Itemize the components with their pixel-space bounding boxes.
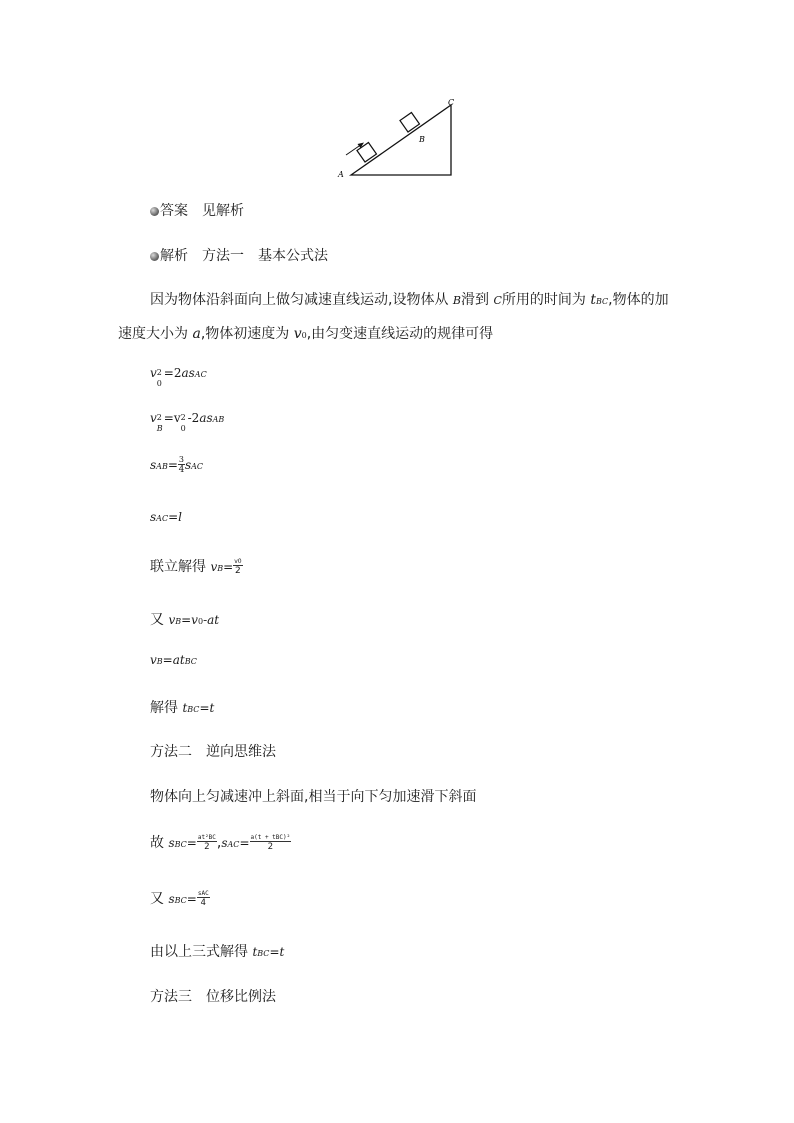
method2-text: 物体向上匀减速冲上斜面,相当于向下匀加速滑下斜面 bbox=[150, 789, 477, 805]
answer-text: 见解析 bbox=[202, 203, 244, 219]
equation-1: v 2 0 =2asAC bbox=[150, 366, 207, 388]
method3-title: 方法三 位移比例法 bbox=[150, 989, 276, 1005]
answer-line bbox=[150, 200, 244, 220]
equation-5: 联立解得 vB= $\frac{v0}{2}$ bbox=[150, 557, 242, 576]
analysis-bullet-icon bbox=[150, 252, 159, 261]
label-b: B bbox=[419, 135, 425, 144]
equation-8: 解得 tBC=t bbox=[150, 700, 215, 716]
equation-7: vB=atBC bbox=[150, 653, 197, 667]
incline-figure bbox=[335, 92, 465, 182]
equation-9: 故 sBC= $\frac{\text{at²BC}}{2}$ ,sAC= $\frac{\text{a(t + tBC)²}}{2}$ bbox=[150, 833, 291, 852]
method1-title: 方法一 基本公式法 bbox=[202, 248, 328, 264]
label-a: A bbox=[338, 170, 344, 179]
method2-title: 方法二 逆向思维法 bbox=[150, 744, 276, 760]
analysis-line bbox=[150, 245, 328, 265]
equation-11: 由以上三式解得 tBC=t bbox=[150, 944, 285, 960]
label-c: C bbox=[448, 98, 455, 107]
intro-line-1: 因为物体沿斜面向上做匀减速直线运动,设物体从 B滑到 C所用的时间为 tBC,物体的加 bbox=[150, 292, 669, 308]
incline-triangle bbox=[351, 105, 451, 175]
equation-6: 又 vB=v0-at bbox=[150, 612, 220, 628]
analysis-label: 解析 bbox=[160, 248, 188, 264]
answer-label: 答案 bbox=[160, 203, 188, 219]
intro-line-2: 速度大小为 a,物体初速度为 v0,由匀变速直线运动的规律可得 bbox=[118, 326, 494, 342]
equation-4: sAC=l bbox=[150, 510, 182, 524]
answer-bullet-icon bbox=[150, 207, 159, 216]
equation-10: 又 sBC= $\frac{\text{sAC}}{4}$ bbox=[150, 889, 209, 908]
equation-2: v 2 B =v 2 0 -2asAB bbox=[150, 411, 225, 433]
equation-3: sAB= $\frac{3}{4}$ sAC bbox=[150, 455, 204, 475]
